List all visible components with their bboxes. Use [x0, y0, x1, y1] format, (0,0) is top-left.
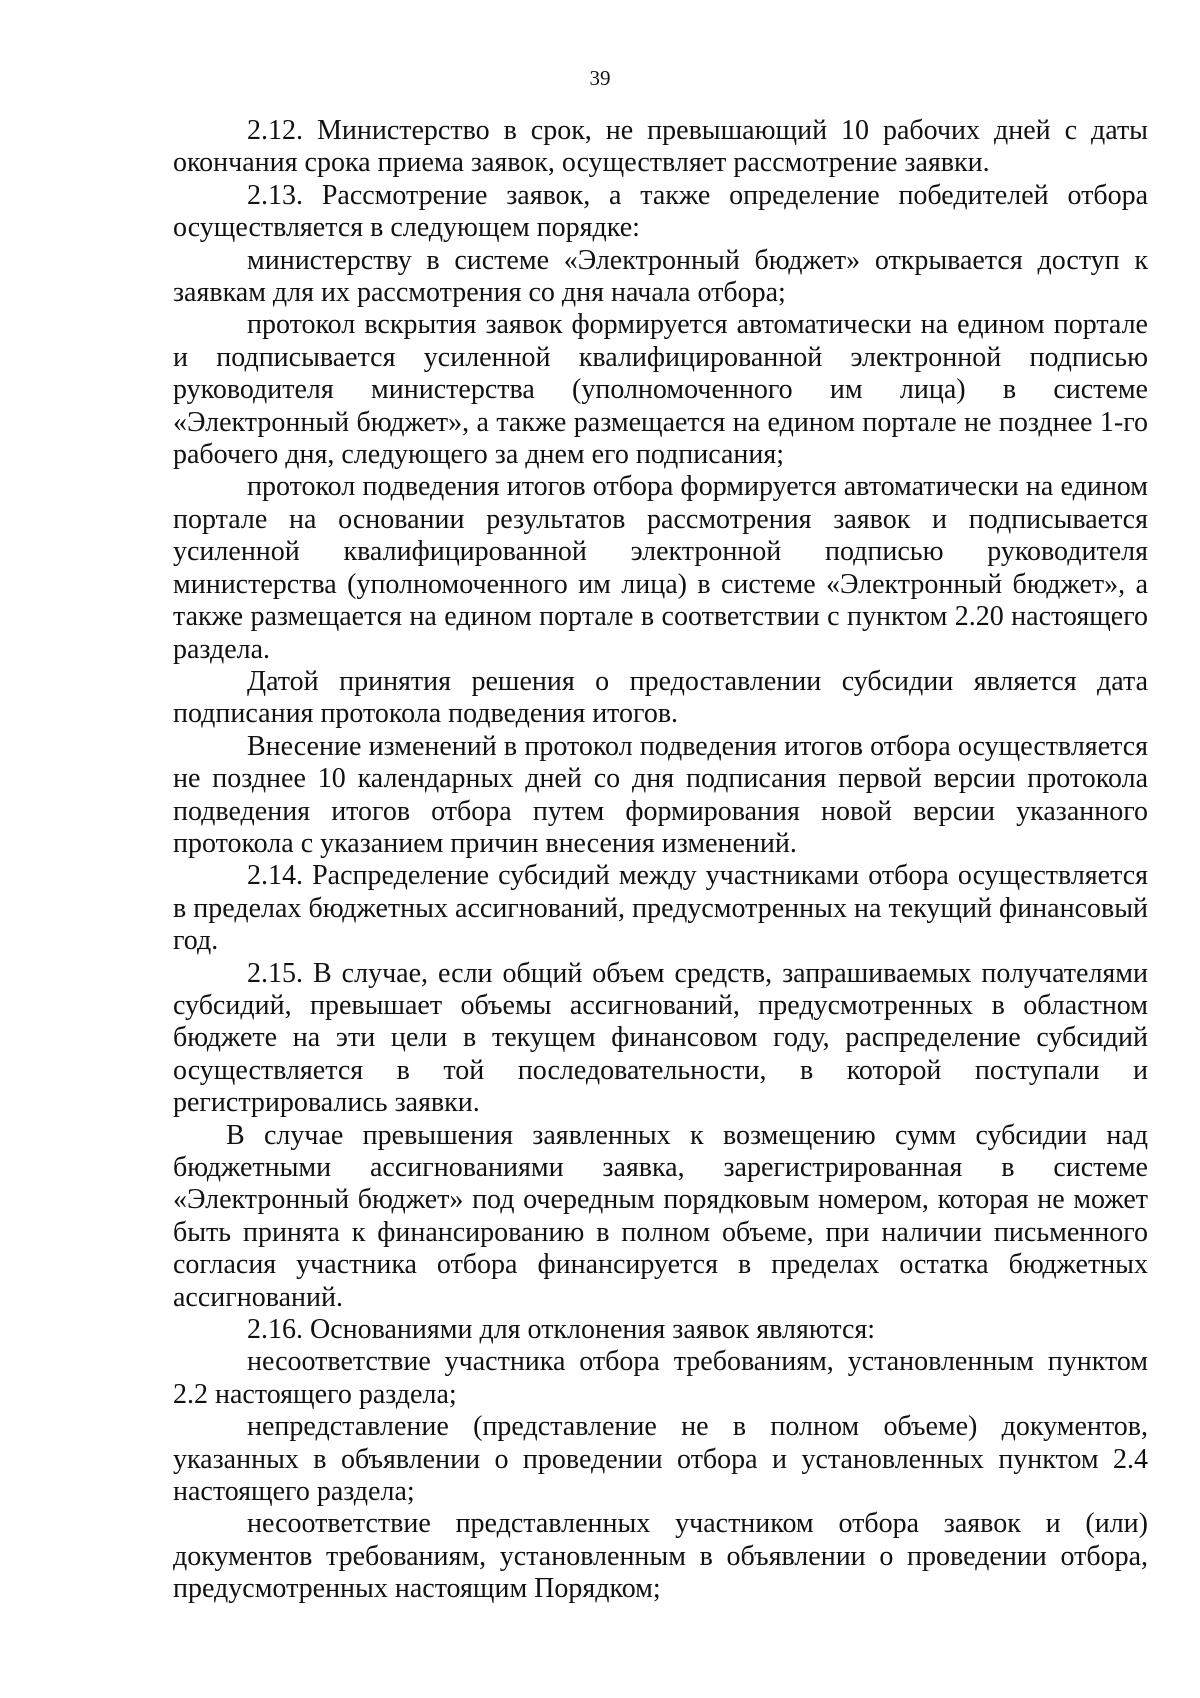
paragraph-reason-mismatch: несоответствие представленных участником отбора заявок и (или) документов требованиям, установленным в объявлении о проведении отбора, предусмотренных настоящим Порядком; — [173, 1508, 1148, 1605]
paragraph-decision-date: Датой принятия решения о предоставлении субсидии является дата подписания протокола подведения итогов. — [173, 665, 1148, 730]
paragraph-protocol-changes: Внесение изменений в протокол подведения итогов отбора осуществляется не позднее 10 календарных дней со дня подписания первой версии протокола подведения итогов отбора путем формирования новой версии указанного протокола с указанием причин внесения изменений. — [173, 730, 1148, 859]
paragraph-2-12: 2.12. Министерство в срок, не превышающий 10 рабочих дней с даты окончания срока приема заявок, осуществляет рассмотрение заявки. — [173, 115, 1148, 179]
paragraph-2-16: 2.16. Основаниями для отклонения заявок являются: — [247, 1314, 876, 1346]
paragraph-2-14: 2.14. Распределение субсидий между участниками отбора осуществляется в пределах бюджетных ассигнований, предусмотренных на текущий финансовый год. — [173, 860, 1148, 957]
paragraph-2-15: 2.15. В случае, если общий объем средств, запрашиваемых получателями субсидий, превышает объемы ассигнований, предусмотренных в областном бюджете на эти цели в текущем финансовом году, распределение субсидий осуществляется в той последовательности, в которой поступали и регистрировались заявки. — [173, 957, 1148, 1119]
paragraph-results-protocol: протокол подведения итогов отбора формируется автоматически на едином портале на основании результатов рассмотрения заявок и подписывается усиленной квалифицированной электронной подписью руководителя министерства (уполномоченного им лица) в системе «Электронный бюджет», а также размещается на едином портале в соответствии с пунктом 2.20 настоящего раздела. — [173, 471, 1148, 665]
paragraph-reason-documents: непредставление (представление не в полном объеме) документов, указанных в объявлении о проведении отбора и установленных пунктом 2.4 настоящего раздела; — [173, 1411, 1148, 1508]
document-body — [173, 115, 1148, 1606]
paragraph-opening-protocol: протокол вскрытия заявок формируется автоматически на едином портале и подписывается усиленной квалифицированной электронной подписью руководителя министерства (уполномоченного им лица) в системе «Электронный бюджет», а также размещается на едином портале не позднее 1-го рабочего дня, следующего за днем его подписания; — [173, 309, 1148, 471]
paragraph-2-13: 2.13. Рассмотрение заявок, а также определение победителей отбора осуществляется в следующем порядке: — [173, 179, 1148, 244]
paragraph-reason-participant: несоответствие участника отбора требованиям, установленным пунктом 2.2 настоящего раздела; — [173, 1346, 1148, 1410]
paragraph-access: министерству в системе «Электронный бюджет» открывается доступ к заявкам для их рассмотрения со дня начала отбора; — [173, 244, 1148, 309]
page-number: 39 — [589, 66, 611, 90]
paragraph-excess: В случае превышения заявленных к возмещению сумм субсидии над бюджетными ассигнованиями заявка, зарегистрированная в системе «Электронный бюджет» под очередным порядковым номером, которая не может быть принята к финансированию в полном объеме, при наличии письменного согласия участника отбора финансируется в пределах остатка бюджетных ассигнований. — [173, 1119, 1148, 1313]
